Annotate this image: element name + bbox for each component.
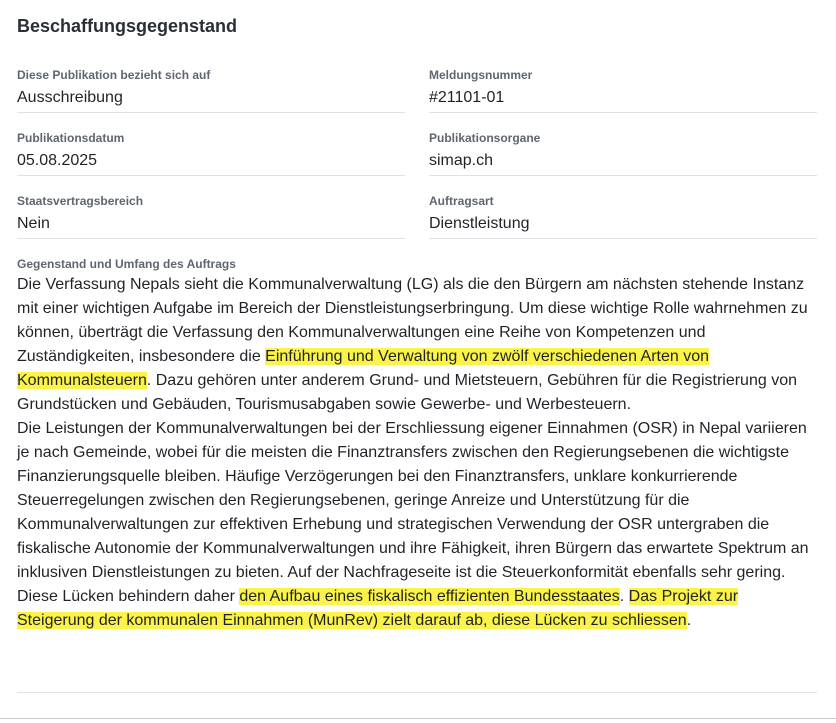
field-value: 05.08.2025 bbox=[17, 152, 98, 169]
field-label: Staatsvertragsbereich bbox=[17, 194, 144, 208]
divider bbox=[17, 175, 405, 176]
field-label: Publikationsdatum bbox=[17, 131, 125, 145]
field-label: Auftragsart bbox=[429, 194, 494, 208]
divider bbox=[429, 175, 817, 176]
field-treaty-scope bbox=[17, 193, 405, 234]
highlighted-text: Einführung und Verwaltung von zwölf verschiedenen Arten von Kommunalsteuern bbox=[17, 348, 710, 389]
divider bbox=[17, 238, 405, 239]
description-paragraph-1 bbox=[17, 273, 817, 417]
description-label: Gegenstand und Umfang des Auftrags bbox=[17, 257, 236, 271]
field-label: Publikationsorgane bbox=[429, 131, 541, 145]
field-label: Meldungsnummer bbox=[429, 68, 533, 82]
field-value: Nein bbox=[17, 215, 50, 232]
field-value: #21101-01 bbox=[429, 89, 505, 106]
text-segment: . Dazu gehören unter anderem Grund- und Mietsteuern, Gebühren für die Registrierung von Grundstücken und Gebäuden, Tourismusabgaben sowie Gewerbe- und Werbesteuern. bbox=[17, 372, 797, 413]
field-label: Diese Publikation bezieht sich auf bbox=[17, 68, 211, 82]
field-value: Ausschreibung bbox=[17, 89, 123, 106]
text-segment: . bbox=[686, 612, 692, 629]
field-value: simap.ch bbox=[429, 152, 494, 169]
text-segment: Die Verfassung Nepals sieht die Kommunalverwaltung (LG) als die den Bürgern am nächsten stehende Instanz mit einer wichtigen Aufgabe im Bereich der Dienstleistungserbringung. Um diese wichtige Rolle wahrnehmen zu können, überträgt die Verfassung den Kommunalverwaltungen eine Reihe von Kompetenzen und Zuständigkeiten, insbesondere die bbox=[17, 276, 808, 365]
divider bbox=[429, 238, 817, 239]
field-value: Dienstleistung bbox=[429, 215, 530, 232]
highlighted-text: den Aufbau eines fiskalisch effizienten Bundesstaates bbox=[239, 588, 620, 605]
field-order-type bbox=[429, 193, 817, 234]
section-bottom-border bbox=[0, 718, 836, 719]
field-publication-reference bbox=[17, 67, 405, 108]
text-segment: Die Leistungen der Kommunalverwaltungen bei der Erschliessung eigener Einnahmen (OSR) in Nepal variieren je nach Gemeinde, wobei für die meisten die Finanztransfers zwischen den Regierungsebenen die wichtigste Finanzierungsquelle bleiben. Häufige Verzögerungen bei den Finanztransfers, unklare konkurrierende Steuerregelungen zwischen den Regierungsebenen, geringe Anreize und Unterstützung für die Kommunalverwaltungen zur effektiven Erhebung und strategischen Verwendung der OSR untergraben die fiskalische Autonomie der Kommunalverwaltungen und ihre Fähigkeit, ihren Bürgern das erwartete Spektrum an inklusiven Dienstleistungen zu bieten. Auf der Nachfrageseite ist die Steuerkonformität ebenfalls sehr gering. Diese Lücken behindern daher bbox=[17, 420, 809, 605]
highlighted-text: Das Projekt zur Steigerung der kommunalen Einnahmen (MunRev) zielt darauf ab, diese Lücken zu schliessen bbox=[17, 588, 739, 629]
description-paragraph-2 bbox=[17, 417, 817, 633]
field-publication-date bbox=[17, 130, 405, 171]
field-message-number bbox=[429, 67, 817, 108]
description-text bbox=[17, 273, 817, 633]
divider bbox=[17, 112, 405, 113]
divider bbox=[17, 692, 817, 693]
divider bbox=[429, 112, 817, 113]
section-title: Beschaffungsgegenstand bbox=[17, 16, 238, 36]
field-publication-organ bbox=[429, 130, 817, 171]
text-segment: . bbox=[619, 588, 629, 605]
